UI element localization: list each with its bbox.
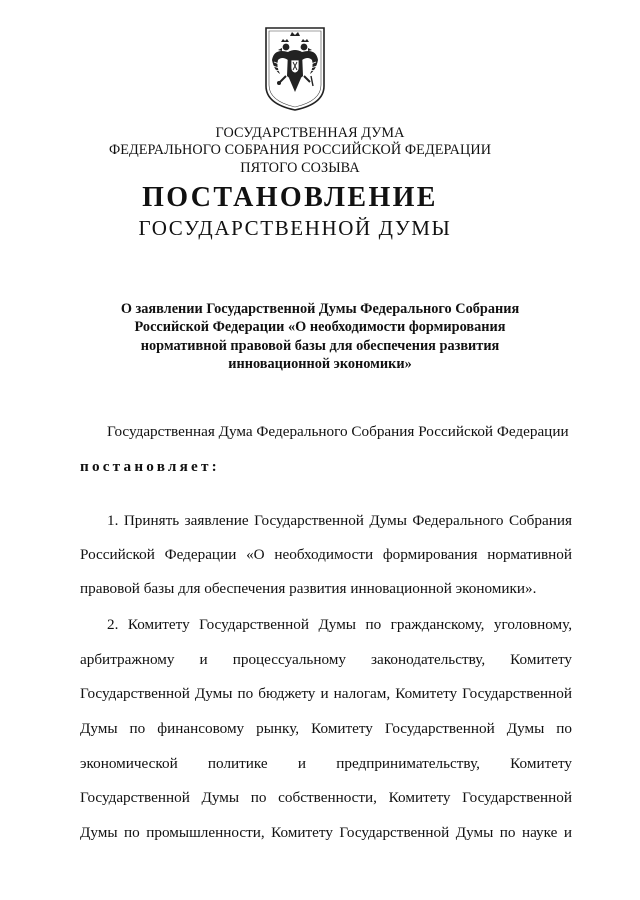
paragraph-1-line: Российской Федерации «О необходимости формирования нормативной [80,546,572,563]
intro-paragraph: Государственная Дума Федерального Собрания Российской Федерации [107,423,569,440]
paragraph-2-line: экономической политике и предпринимательству, Комитету [80,755,572,772]
paragraph-2-line: Думы по промышленности, Комитету Государственной Думы по науке и [80,824,572,841]
document-subtitle: ГОСУДАРСТВЕННОЙ ДУМЫ [138,216,452,240]
header-line-duma: ГОСУДАРСТВЕННАЯ ДУМА [215,125,405,141]
paragraph-2-line: Думы по финансовому рынку, Комитету Государственной Думы по [80,720,572,737]
coat-of-arms-emblem-icon [264,26,326,112]
paragraph-1-line: 1. Принять заявление Государственной Думы Федерального Собрания [107,512,572,529]
paragraph-2-line: Государственной Думы по собственности, Комитету Государственной [80,789,572,806]
decision-word: постановляет: [80,458,220,475]
paragraph-2-line: Государственной Думы по бюджету и налогам, Комитету Государственной [80,685,572,702]
paragraph-2-line: 2. Комитету Государственной Думы по гражданскому, уголовному, [107,616,572,633]
paragraph-1-line: правовой базы для обеспечения развития инновационной экономики». [80,580,537,597]
subject-line: нормативной правовой базы для обеспечения развития [140,337,500,354]
header-line-convocation: ПЯТОГО СОЗЫВА [240,160,360,176]
subject-line: Российской Федерации «О необходимости формирования [134,319,506,336]
document-title: ПОСТАНОВЛЕНИЕ [142,182,438,213]
header-line-federal-assembly: ФЕДЕРАЛЬНОГО СОБРАНИЯ РОССИЙСКОЙ ФЕДЕРАЦИИ [108,142,492,158]
document-subject [100,300,540,373]
subject-line: инновационной экономики» [228,355,412,372]
subject-line: О заявлении Государственной Думы Федерального Собрания [120,301,520,317]
paragraph-2-line: арбитражному и процессуальному законодательству, Комитету [80,651,572,668]
